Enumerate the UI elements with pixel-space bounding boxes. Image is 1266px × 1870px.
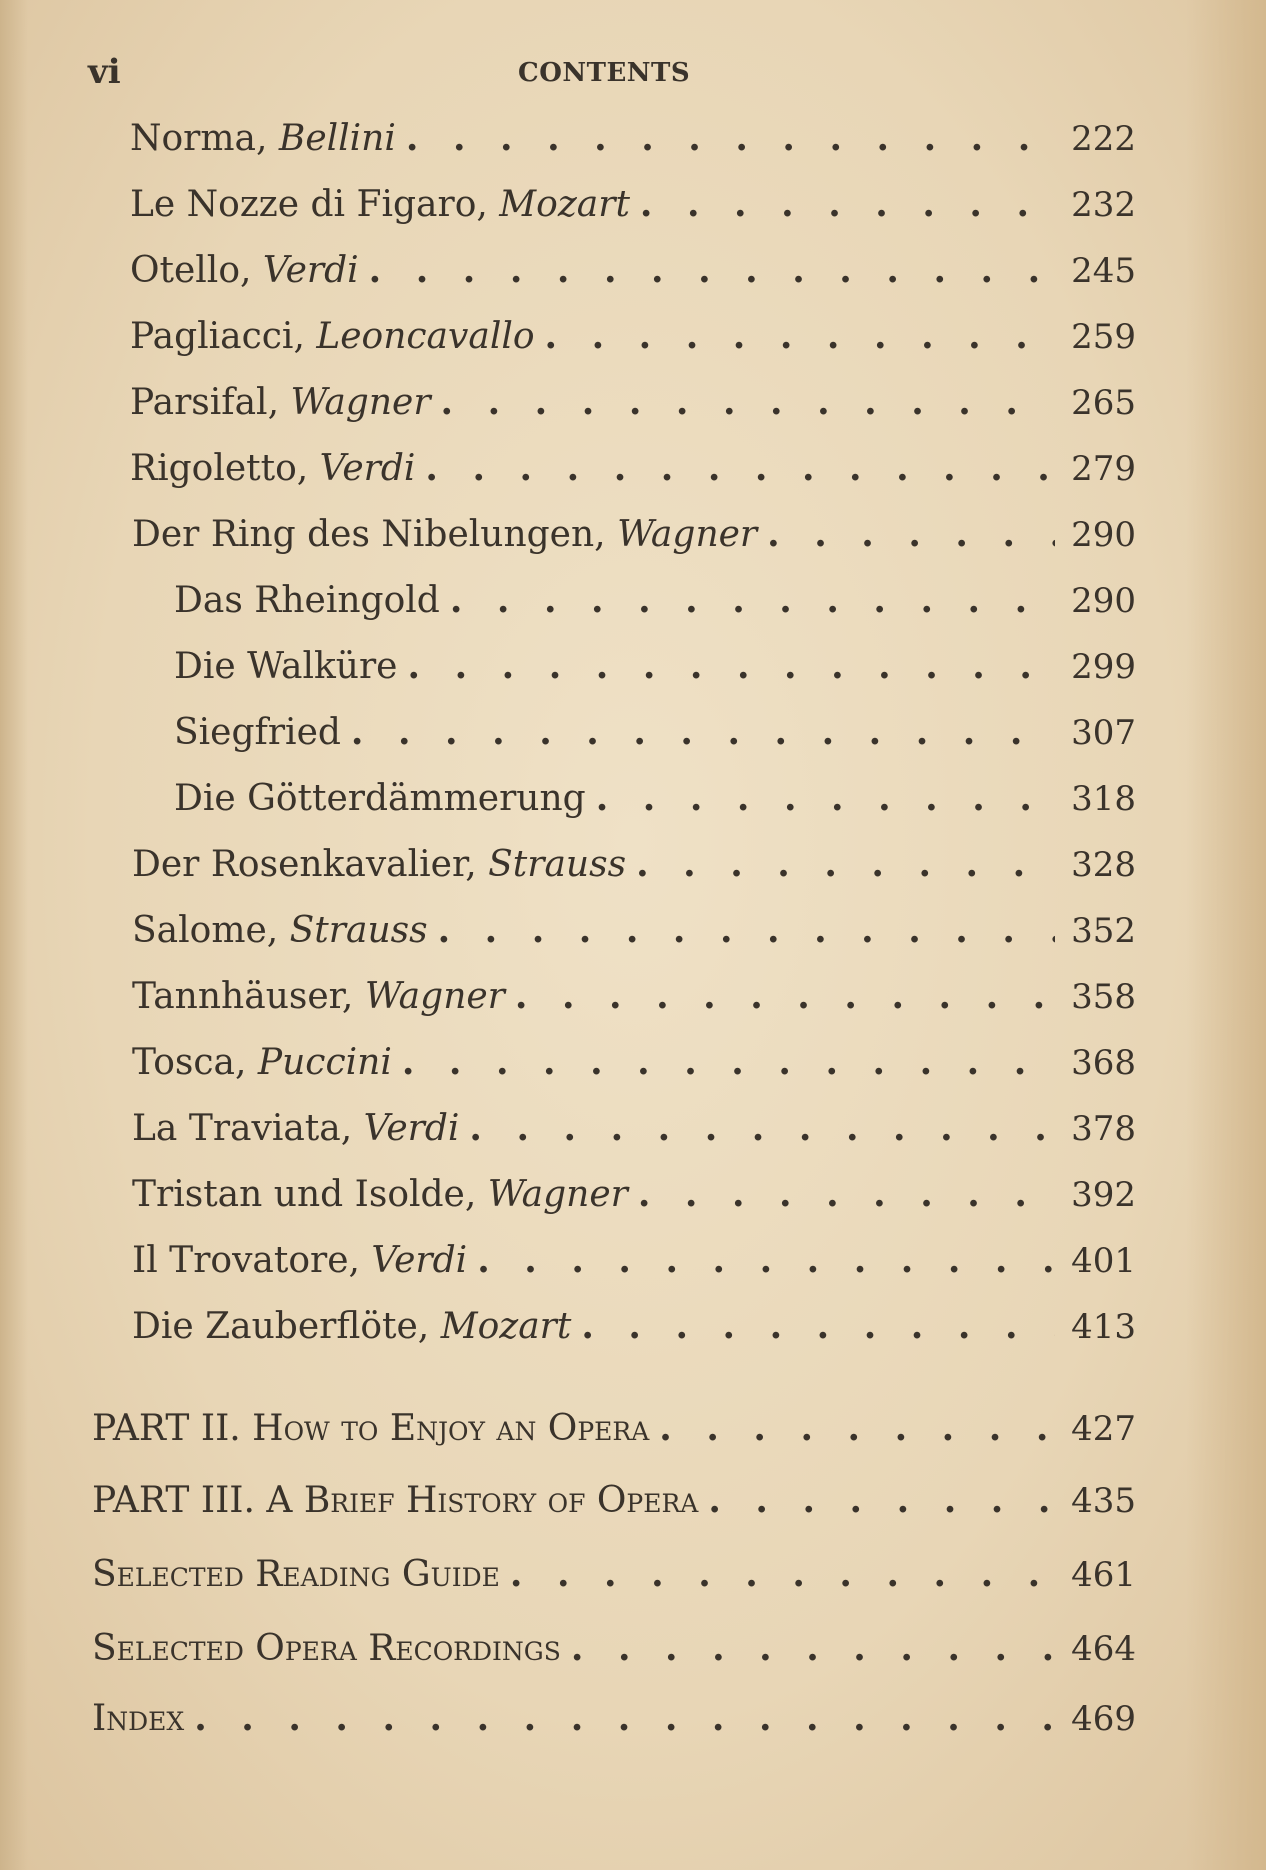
entry-title: Tosca, Puccini — [132, 1042, 392, 1083]
dot-leader — [450, 578, 1055, 622]
entry-page: 307 — [1071, 713, 1136, 753]
entry-title: Otello, Verdi — [130, 250, 359, 291]
dot-leader — [438, 908, 1056, 952]
dot-leader — [545, 314, 1056, 358]
entry-title: Siegfried — [174, 712, 341, 753]
dot-leader — [402, 1040, 1055, 1084]
entry-title: Der Ring des Nibelungen, Wagner — [132, 514, 758, 555]
entry-title: La Traviata, Verdi — [132, 1108, 460, 1149]
dot-leader — [194, 1696, 1055, 1740]
toc-entry — [130, 314, 1136, 359]
toc-backmatter-entry — [92, 1552, 1136, 1597]
toc-backmatter-entry — [92, 1626, 1136, 1671]
entry-title: Pagliacci, Leoncavallo — [130, 316, 535, 357]
entry-page: 318 — [1071, 779, 1136, 819]
dot-leader — [369, 248, 1055, 292]
entry-page: 259 — [1071, 317, 1136, 357]
dot-leader — [640, 182, 1055, 226]
dot-leader — [469, 1106, 1055, 1150]
toc-entry — [130, 446, 1136, 491]
backmatter-title: Selected Reading Guide — [92, 1554, 500, 1595]
entry-page: 265 — [1071, 383, 1136, 423]
dot-leader — [571, 1626, 1055, 1670]
entry-title: Salome, Strauss — [132, 910, 428, 951]
toc-entry — [132, 1040, 1136, 1085]
dot-leader — [441, 380, 1056, 424]
entry-title: Parsifal, Wagner — [130, 382, 431, 423]
toc-entry — [132, 842, 1136, 887]
entry-title: Tannhäuser, Wagner — [132, 976, 505, 1017]
entry-page: 435 — [1071, 1481, 1136, 1521]
entry-page: 279 — [1071, 449, 1136, 489]
dot-leader — [406, 116, 1055, 160]
entry-title: Tristan und Isolde, Wagner — [132, 1174, 628, 1215]
entry-page: 290 — [1071, 515, 1136, 555]
entry-page: 427 — [1071, 1409, 1136, 1449]
toc-entry — [130, 380, 1136, 425]
toc-entry — [132, 1172, 1136, 1217]
dot-leader — [515, 974, 1055, 1018]
toc-entry — [132, 974, 1136, 1019]
toc-entry — [130, 248, 1136, 293]
entry-page: 378 — [1071, 1109, 1136, 1149]
page-shadow-left — [0, 0, 28, 1870]
dot-leader — [596, 776, 1055, 820]
entry-page: 401 — [1071, 1241, 1136, 1281]
dot-leader — [477, 1238, 1055, 1282]
entry-title: Die Zauberflöte, Mozart — [132, 1306, 572, 1347]
entry-title: Rigoletto, Verdi — [130, 448, 416, 489]
toc-entry — [132, 908, 1136, 953]
entry-title: Le Nozze di Figaro, Mozart — [130, 184, 630, 225]
dot-leader — [638, 1172, 1055, 1216]
entry-title: Norma, Bellini — [130, 118, 396, 159]
dot-leader — [581, 1304, 1055, 1348]
entry-title: Das Rheingold — [174, 580, 440, 621]
entry-page: 299 — [1071, 647, 1136, 687]
dot-leader — [767, 512, 1055, 556]
entry-page: 222 — [1071, 119, 1136, 159]
entry-title: Die Walküre — [174, 646, 398, 687]
entry-page: 245 — [1071, 251, 1136, 291]
toc-backmatter-entry — [92, 1696, 1136, 1741]
part-title: PART III. A Brief History of Opera — [92, 1480, 699, 1521]
page-shadow-right — [1186, 0, 1266, 1870]
toc-entry — [132, 1238, 1136, 1283]
running-head — [88, 52, 1138, 92]
entry-page: 413 — [1071, 1307, 1136, 1347]
dot-leader — [408, 644, 1056, 688]
toc-subentry — [174, 578, 1136, 623]
backmatter-title: Index — [92, 1698, 185, 1739]
entry-page: 328 — [1071, 845, 1136, 885]
entry-page: 232 — [1071, 185, 1136, 225]
entry-page: 464 — [1071, 1629, 1136, 1669]
entry-page: 368 — [1071, 1043, 1136, 1083]
toc-subentry — [174, 710, 1136, 755]
dot-leader — [708, 1478, 1055, 1522]
dot-leader — [659, 1406, 1055, 1450]
entry-page: 290 — [1071, 581, 1136, 621]
backmatter-title: Selected Opera Recordings — [92, 1628, 561, 1669]
entry-page: 358 — [1071, 977, 1136, 1017]
dot-leader — [425, 446, 1055, 490]
toc-subentry — [174, 644, 1136, 689]
toc-part-entry — [92, 1406, 1136, 1451]
toc-subentry — [174, 776, 1136, 821]
entry-title: Die Götterdämmerung — [174, 778, 586, 819]
entry-page: 352 — [1071, 911, 1136, 951]
toc-entry — [132, 1106, 1136, 1151]
entry-page: 461 — [1071, 1555, 1136, 1595]
toc-part-entry — [92, 1478, 1136, 1523]
entry-page: 392 — [1071, 1175, 1136, 1215]
part-title: PART II. How to Enjoy an Opera — [92, 1408, 650, 1449]
dot-leader — [636, 842, 1055, 886]
toc-entry — [132, 1304, 1136, 1349]
page-folio: vi — [88, 52, 121, 92]
dot-leader — [351, 710, 1055, 754]
dot-leader — [510, 1552, 1055, 1596]
entry-title: Der Rosenkavalier, Strauss — [132, 844, 627, 885]
toc-entry — [132, 512, 1136, 557]
toc-entry — [130, 116, 1136, 161]
toc-entry — [130, 182, 1136, 227]
entry-page: 469 — [1071, 1699, 1136, 1739]
entry-title: Il Trovatore, Verdi — [132, 1240, 468, 1281]
running-head-title: CONTENTS — [518, 58, 691, 88]
